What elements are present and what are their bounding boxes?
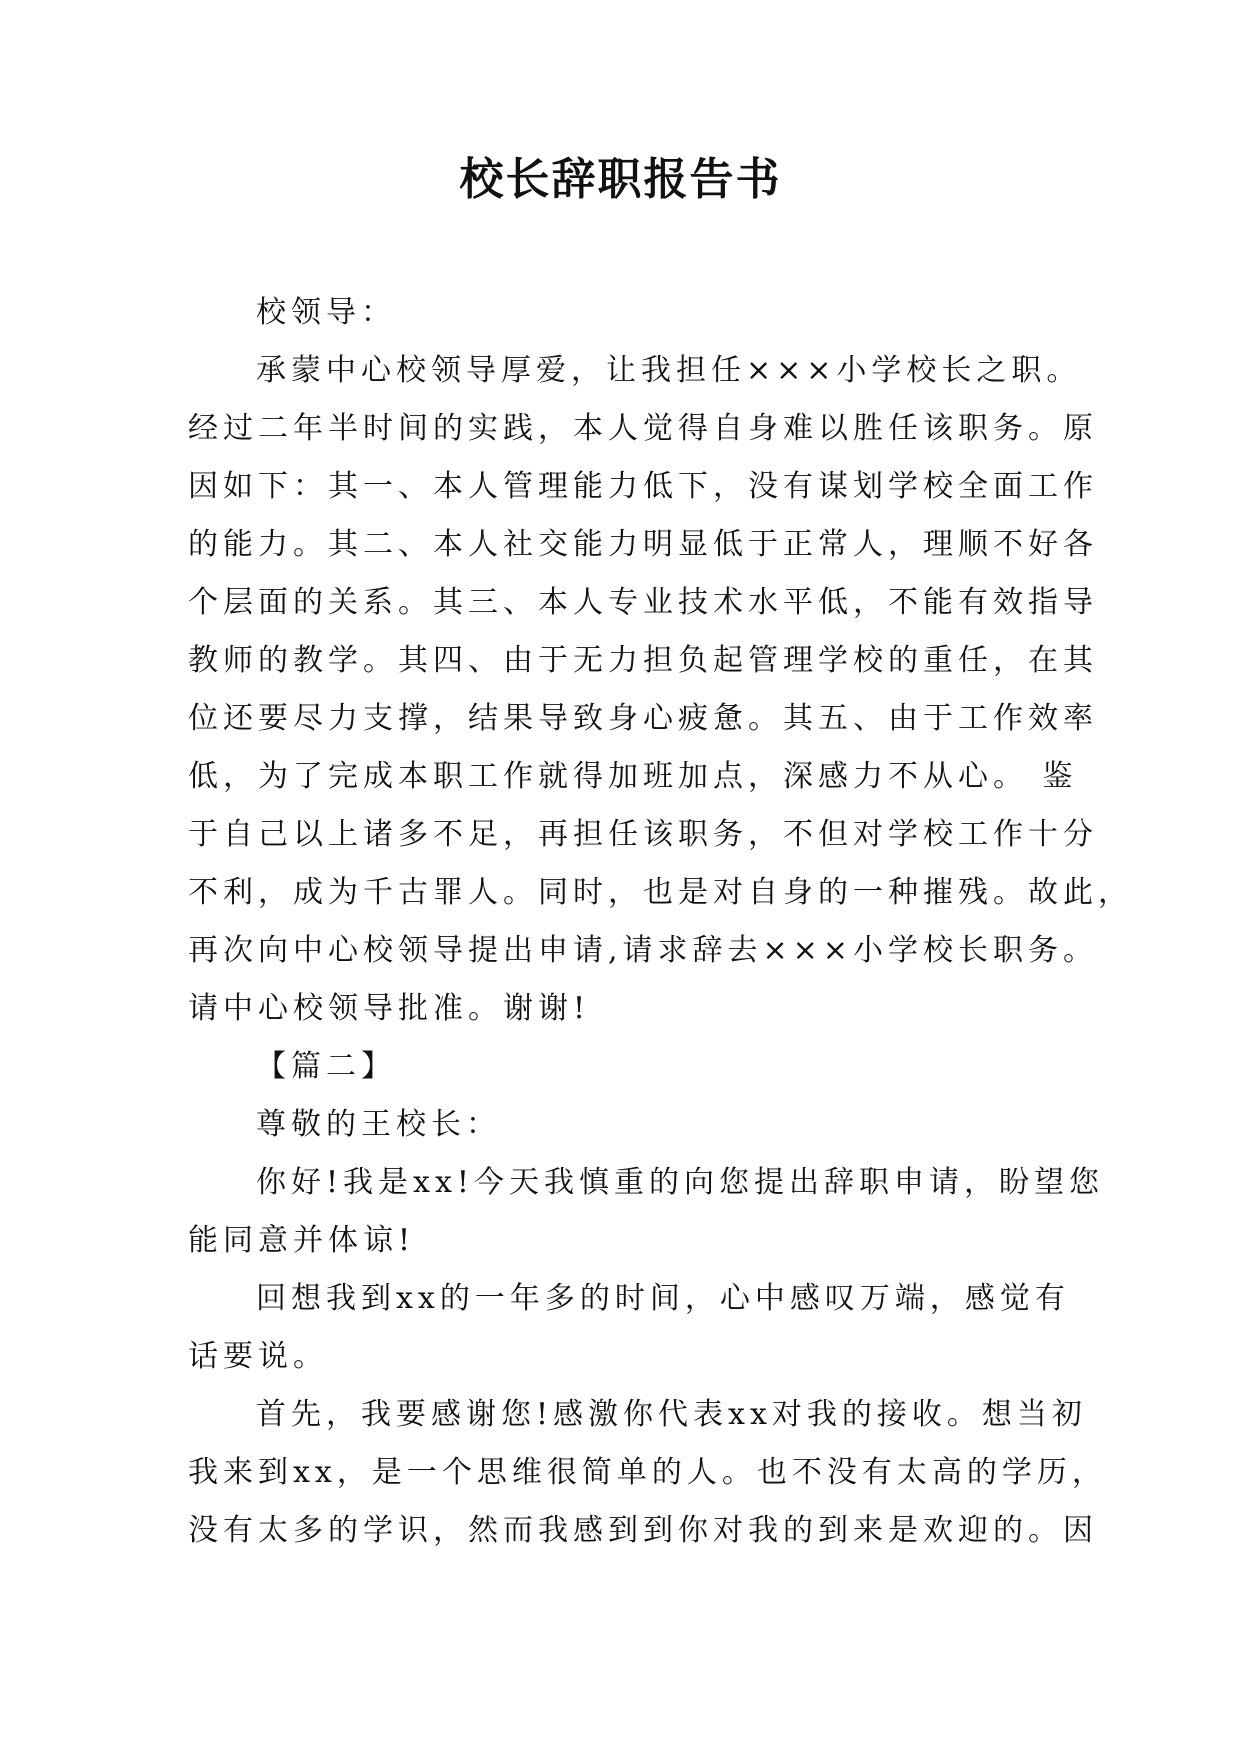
body-line: 个层面的关系。其三、本人专业技术水平低，不能有效指导: [188, 585, 1098, 620]
body-line: 没有太多的学识，然而我感到到你对我的到来是欢迎的。因: [188, 1513, 1098, 1548]
body-line: 能同意并体谅!: [188, 1223, 416, 1258]
body-line: 的能力。其二、本人社交能力明显低于正常人，理顺不好各: [188, 527, 1098, 562]
body-line: 经过二年半时间的实践，本人觉得自身难以胜任该职务。原: [188, 411, 1098, 446]
body-line: 再次向中心校领导提出申请,请求辞去×××小学校长职务。: [188, 933, 1098, 968]
body-line: 请中心校领导批准。谢谢!: [188, 991, 591, 1026]
body-line: 承蒙中心校领导厚爱，让我担任×××小学校长之职。: [256, 353, 1082, 388]
body-line: 我来到xx，是一个思维很简单的人。也不没有太高的学历，: [188, 1455, 1107, 1490]
body-line: 话要说。: [188, 1339, 328, 1374]
body-line: 于自己以上诸多不足，再担任该职务，不但对学校工作十分: [188, 817, 1098, 852]
body-line: 【篇二】: [256, 1049, 396, 1084]
body-line: 校领导：: [256, 295, 396, 330]
body-line: 回想我到xx的一年多的时间，心中感叹万端，感觉有: [256, 1281, 1070, 1316]
body-line: 首先，我要感谢您!感激你代表xx对我的接收。想当初: [256, 1397, 1087, 1432]
body-line: 尊敬的王校长：: [256, 1107, 501, 1142]
body-line: 教师的教学。其四、由于无力担负起管理学校的重任，在其: [188, 643, 1098, 678]
body-line: 你好!我是xx!今天我慎重的向您提出辞职申请，盼望您: [256, 1165, 1104, 1200]
body-line: 不利，成为千古罪人。同时，也是对自身的一种摧残。故此，: [188, 875, 1133, 910]
body-line: 低，为了完成本职工作就得加班加点，深感力不从心。 鉴: [188, 759, 1078, 794]
document-title: 校长辞职报告书: [459, 154, 782, 205]
body-line: 因如下：其一、本人管理能力低下，没有谋划学校全面工作: [188, 469, 1098, 504]
body-line: 位还要尽力支撑，结果导致身心疲惫。其五、由于工作效率: [188, 701, 1098, 736]
document-body: [188, 284, 1133, 1560]
